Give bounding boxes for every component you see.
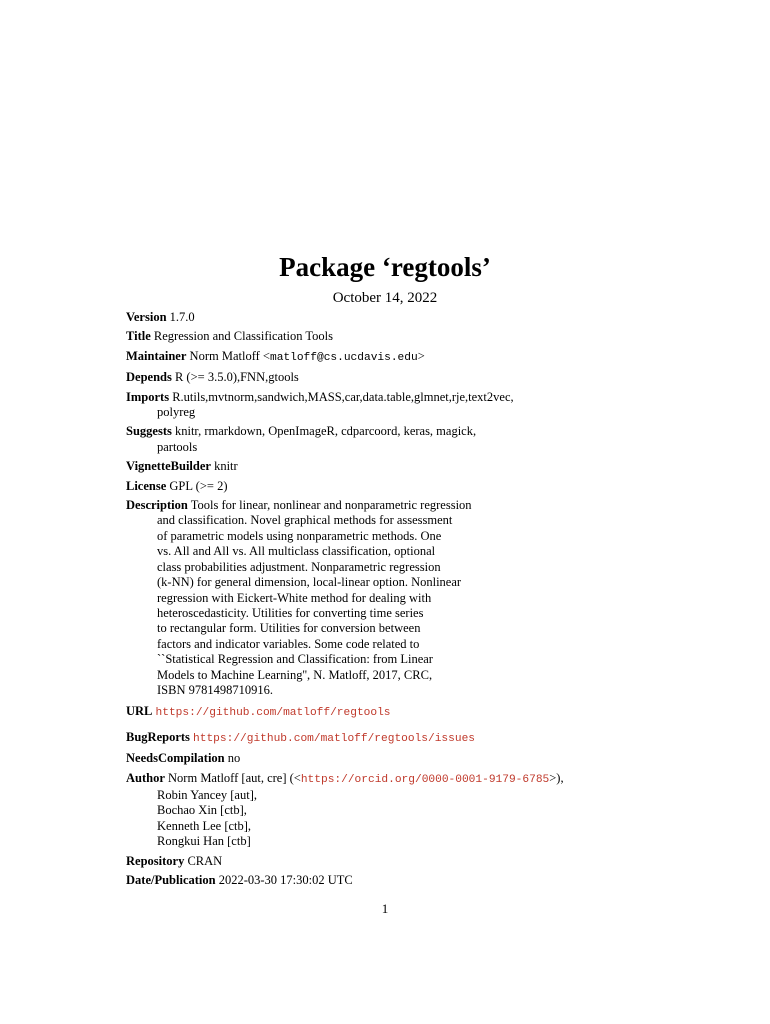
field-suggests [126,424,726,455]
package-date: October 14, 2022 [332,290,438,306]
field-version [126,310,726,325]
field-label: Repository [126,853,185,868]
author-first-post: >), [549,770,564,785]
page-number: 1 [381,901,389,916]
maintainer-name: Norm Matloff [189,348,260,363]
author-line: Rongkui Han [ctb] [157,834,251,849]
field-label: License [126,478,167,493]
field-maintainer: Maintainer Norm Matloff <matloff@cs.ucdavis.edu> [126,348,425,364]
field-title [126,329,726,344]
bugreports-link[interactable]: https://github.com/matloff/regtools/issues [193,732,476,745]
field-label: Title [126,329,151,344]
field-label: BugReports [126,729,190,744]
field-value: R (>= 3.5.0),FNN,gtools [174,370,299,385]
field-value: Regression and Classification Tools [153,329,333,344]
field-vignettebuilder [126,459,726,474]
maintainer-email: matloff@cs.ucdavis.edu [269,351,418,364]
field-label: Suggests [126,424,172,439]
field-label: Date/Publication [126,873,216,887]
field-label: VignetteBuilder [126,459,211,474]
field-label: Author [126,770,165,785]
field-label: Version [126,310,167,324]
field-value-line: polyreg [157,405,196,420]
field-imports [126,390,726,421]
field-datepublication [126,873,726,888]
author-line: Kenneth Lee [ctb], [157,818,252,833]
description-line: regression with Eickert-White method for dealing with [157,590,432,605]
field-repository [126,854,726,869]
field-bugreports [126,730,726,747]
field-value: knitr [214,459,238,474]
description-line: ISBN 9781498710916. [157,682,273,697]
field-label: NeedsCompilation [126,751,225,766]
description-line: class probabilities adjustment. Nonparametric regression [157,559,441,574]
field-value-line: R.utils,mvtnorm,sandwich,MASS,car,data.table,glmnet,rje,text2vec, [172,389,514,404]
description-line: heteroscedasticity. Utilities for converting time series [157,605,424,620]
field-author [126,771,726,850]
description-line: (k-NN) for general dimension, local-linear option. Nonlinear [157,575,462,590]
field-url [126,704,726,721]
field-description [126,498,726,698]
field-value: 1.7.0 [169,310,195,324]
field-label: Description [126,498,188,513]
description-line: and classification. Novel graphical methods for assessment [157,513,453,528]
field-needscompilation [126,751,726,766]
author-line: Bochao Xin [ctb], [157,803,247,818]
description-line: ``Statistical Regression and Classification: from Linear [157,652,433,667]
field-label: Imports [126,389,170,404]
package-title: Package ‘regtools’ [279,252,491,282]
description-line: Models to Machine Learning'', N. Matloff, 2017, CRC, [157,667,433,682]
field-label: URL [126,704,153,719]
field-value: CRAN [187,853,223,868]
field-label: Depends [126,370,172,385]
description-fields [126,310,726,892]
description-line: to rectangular form. Utilities for conversion between [157,621,421,636]
field-depends [126,370,726,385]
field-value: no [227,751,241,766]
url-link[interactable]: https://github.com/matloff/regtools [155,707,391,720]
field-value: GPL (>= 2) [169,478,228,493]
field-value: 2022-03-30 17:30:02 UTC [218,873,353,887]
field-value-line: knitr, rmarkdown, OpenImageR, cdparcoord, keras, magick, [174,424,477,439]
field-license [126,479,726,494]
author-first-pre: Norm Matloff [aut, cre] (< [168,770,301,785]
field-value-line: partools [157,439,198,454]
description-line: of parametric models using nonparametric methods. One [157,528,442,543]
field-label: Maintainer [126,348,187,363]
description-line: Tools for linear, nonlinear and nonparametric regression [190,498,472,513]
orcid-link[interactable]: https://orcid.org/0000-0001-9179-6785 [300,773,550,786]
author-line: Robin Yancey [aut], [157,787,257,802]
description-line: factors and indicator variables. Some code related to [157,636,420,651]
description-line: vs. All and All vs. All multiclass classification, optional [157,544,436,559]
